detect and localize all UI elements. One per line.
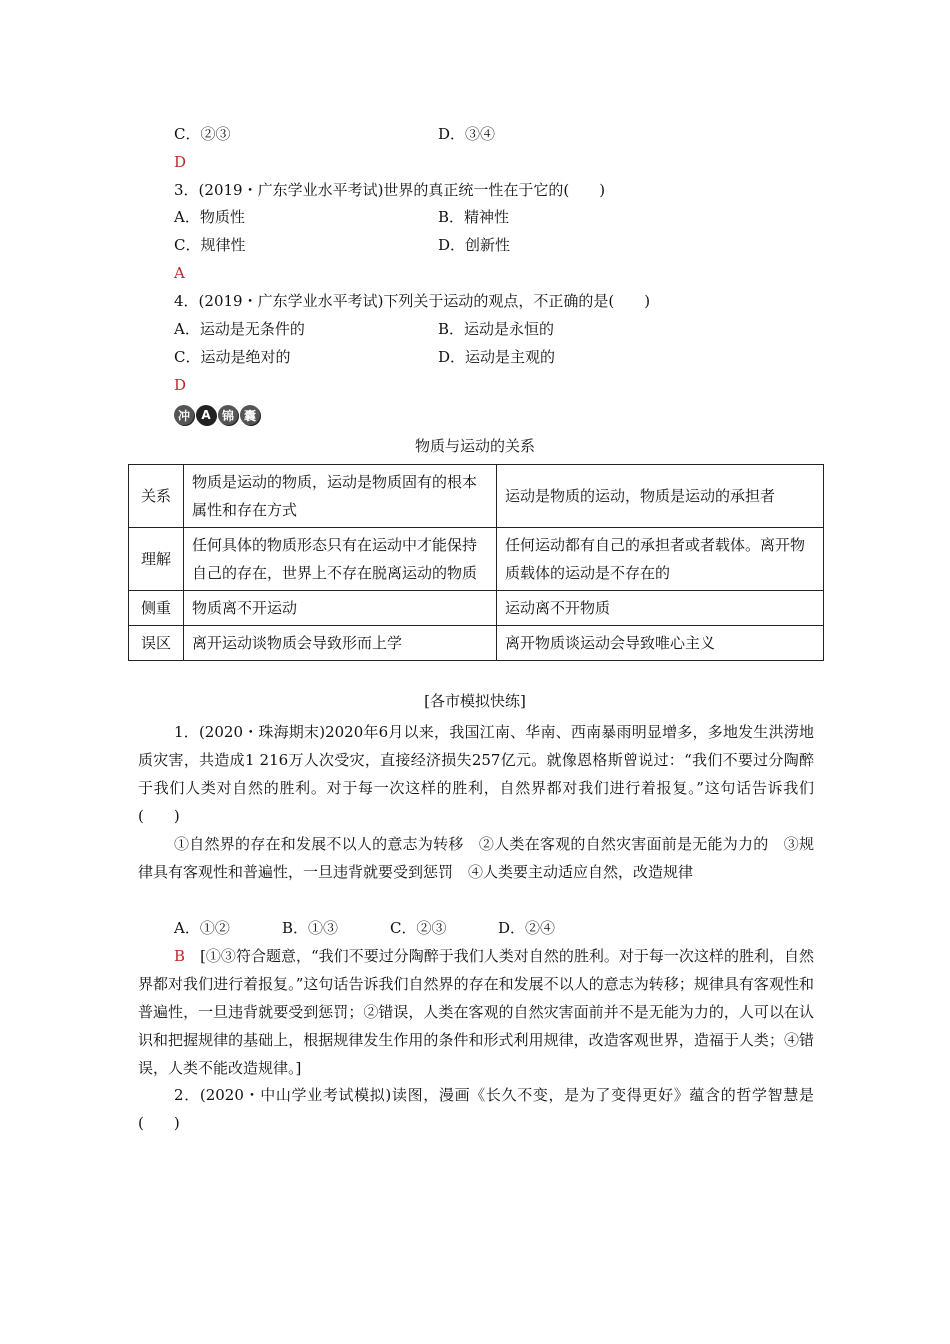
q3-option-b: B．精神性: [438, 208, 510, 226]
q4-option-a: A．运动是无条件的: [174, 320, 305, 338]
p1-option-a: A．①②: [174, 919, 230, 937]
q3-answer: A: [174, 264, 185, 282]
row-left: 物质是运动的物质，运动是物质固有的根本属性和存在方式: [184, 465, 497, 528]
p1-option-b: B．①③: [282, 919, 339, 937]
q4-stem: 4．(2019・广东学业水平考试)下列关于运动的观点，不正确的是( ): [174, 292, 651, 310]
q4-option-b: B．运动是永恒的: [438, 320, 555, 338]
q4-answer: D: [174, 376, 187, 394]
q4-option-c: C．运动是绝对的: [174, 348, 291, 366]
q3-option-d: D．创新性: [438, 236, 511, 254]
section-badge: [174, 403, 260, 427]
table-title: 物质与运动的关系: [414, 437, 535, 455]
q2-answer: D: [174, 153, 187, 171]
section-title: [各市模拟快练]: [424, 692, 526, 710]
row-left: 任何具体的物质形态只有在运动中才能保持自己的存在，世界上不存在脱离运动的物质: [184, 528, 497, 591]
row-head: 侧重: [129, 591, 184, 626]
badge-char: A: [196, 405, 216, 425]
p1-answer: B: [174, 947, 186, 965]
table-row: [129, 528, 824, 591]
q4-option-d: D．运动是主观的: [438, 348, 556, 366]
row-left: 离开运动谈物质会导致形而上学: [184, 626, 497, 661]
table-row: [129, 626, 824, 661]
p1-option-c: C．②③: [390, 919, 447, 937]
q3-option-a: A．物质性: [174, 208, 245, 226]
table-row: [129, 465, 824, 528]
badge-char: 冲: [174, 405, 194, 425]
q3-option-c: C．规律性: [174, 236, 246, 254]
row-head: 关系: [129, 465, 184, 528]
badge-char: 锦: [218, 405, 238, 425]
badge-char: 囊: [240, 405, 260, 425]
row-head: 理解: [129, 528, 184, 591]
p1-explanation-text: [①③符合题意，“我们不要过分陶醉于我们人类对自然的胜利。对于每一次这样的胜利，自然界都对我们进行着报复。”这句话告诉我们自然界的存在和发展不以人的意志为转移；规律具有客观性和普遍性，一旦违背就要受到惩罚；②错误，人类在客观的自然灾害面前并不是无能为力的，人可以在认识和把握规律的基础上，根据规律发生作用的条件和形式利用规律，改造客观世界，造福于人类；④错误，人类不能改造规律。]: [138, 947, 814, 1077]
p1-stem: 1．(2020・珠海期末)2020年6月以来，我国江南、华南、西南暴雨明显增多，多地发生洪涝地质灾害，共造成1 216万人次受灾，直接经济损失257亿元。就像恩格斯曾说过：“我们不要过分陶醉于我们人类对自然的胜利。对于每一次这样的胜利，自然界都对我们进行着报复。”这句话告诉我们( ): [138, 723, 814, 825]
q2-option-c: C．②③: [174, 125, 231, 143]
p2-stem: 2．(2020・中山学业考试模拟)读图，漫画《长久不变，是为了变得更好》蕴含的哲学智慧是( ): [138, 1086, 814, 1132]
row-left: 物质离不开运动: [184, 591, 497, 626]
p1-items: ①自然界的存在和发展不以人的意志为转移 ②人类在客观的自然灾害面前是无能为力的 ③规律具有客观性和普遍性，一旦违背就要受到惩罚 ④人类要主动适应自然，改造规律: [138, 835, 814, 881]
row-right: 任何运动都有自己的承担者或者载体。离开物质载体的运动是不存在的: [497, 528, 824, 591]
row-right: 运动离不开物质: [497, 591, 824, 626]
relation-table: [128, 464, 824, 661]
q2-option-d: D．③④: [438, 125, 496, 143]
p1-option-d: D．②④: [498, 919, 556, 937]
q3-stem: 3．(2019・广东学业水平考试)世界的真正统一性在于它的( ): [174, 181, 606, 199]
row-head: 误区: [129, 626, 184, 661]
row-right: 运动是物质的运动，物质是运动的承担者: [497, 465, 824, 528]
table-row: [129, 591, 824, 626]
p1-explanation: [138, 942, 814, 1082]
row-right: 离开物质谈运动会导致唯心主义: [497, 626, 824, 661]
